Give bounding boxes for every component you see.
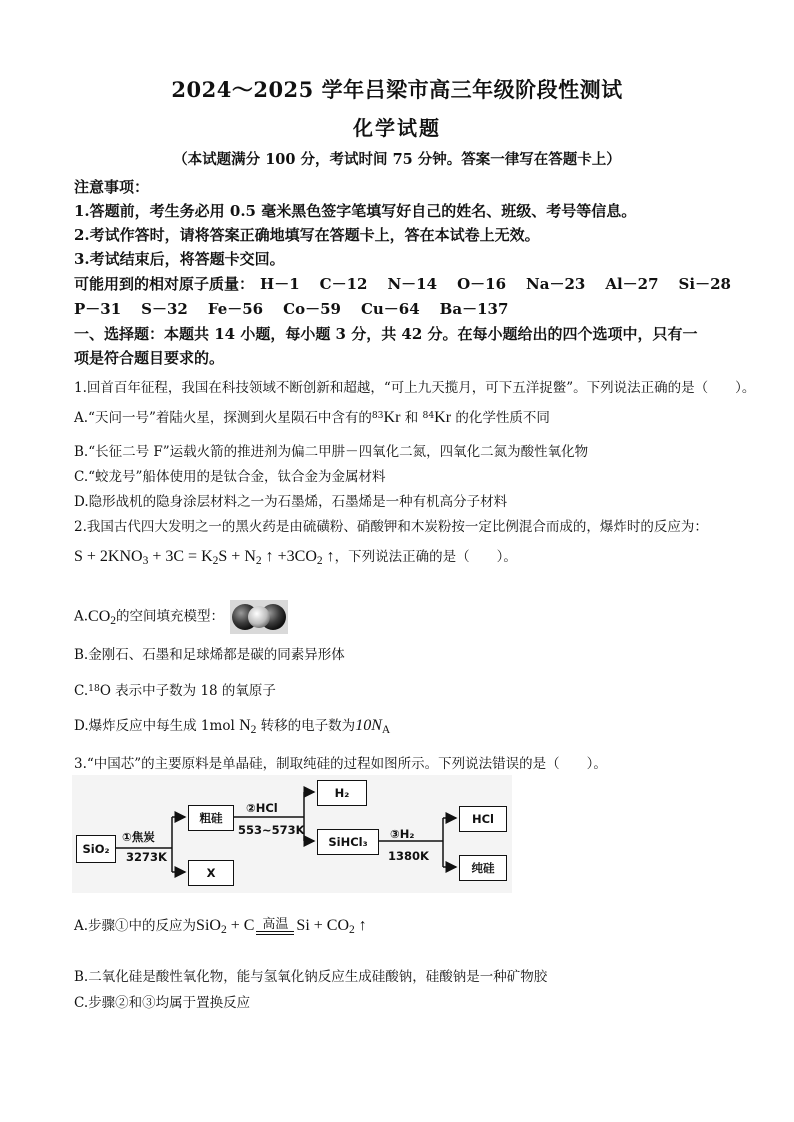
q3-stem: 3.“中国芯”的主要原料是单晶硅，制取纯硅的过程如图所示。下列说法错误的是（ ）。: [74, 756, 607, 772]
notice-item-2: 2.考试作答时，请将答案正确地填写在答题卡上，答在本试卷上无效。: [74, 226, 540, 244]
section1-line2: 项是符合题目要求的。: [74, 349, 225, 367]
mass-na: Na－23: [526, 275, 586, 293]
atomic-masses-label: 可能用到的相对原子质量：: [74, 275, 255, 293]
q3-a-equation: SiO$_2$ + C 高温 $Si + CO_2$ ↑: [196, 916, 367, 936]
electron-count: 10N: [355, 717, 382, 734]
step3-label: ③H₂: [390, 827, 415, 841]
kr83-mass: 83: [371, 409, 384, 421]
q1-a-text: A.“天问一号”着陆火星，探测到火星陨石中含有的: [74, 410, 372, 426]
hcl-box: HCl: [459, 806, 507, 832]
mass-fe: Fe－56: [207, 300, 264, 318]
mass-ba: Ba－137: [439, 300, 509, 318]
subject-title: 化学试题: [353, 116, 441, 140]
q1-option-a: [74, 406, 550, 427]
sio2-box: SiO₂: [76, 835, 116, 863]
q2-option-a: [74, 600, 288, 634]
step1-label: ①焦炭: [122, 830, 155, 844]
q2-stem: 2.我国古代四大发明之一的黑火药是由硫磺粉、硝酸钾和木炭粉按一定比例混合而成的，爆炸时的反应为：: [74, 519, 708, 535]
q3-option-b: B.二氧化硅是酸性氧化物，能与氢氧化钠反应生成硅酸钠，硅酸钠是一种矿物胶: [74, 969, 548, 985]
mass-s: S－32: [141, 300, 188, 318]
q2-option-b: B.金刚石、石墨和足球烯都是碳的同素异形体: [74, 647, 345, 663]
q3-option-a: [74, 914, 367, 936]
q3-a-text: A.步骤①中的反应为: [74, 918, 197, 934]
q1-a-and: 和: [400, 410, 423, 426]
q2-a-label: A.: [74, 608, 89, 625]
q2-equation: $S + 2KNO_3 + 3C = K_2S + N_2$ ↑ $+3CO_2$ ↑: [74, 548, 335, 567]
o18-mass: 18: [88, 682, 100, 694]
mass-h: H－1: [260, 275, 300, 293]
q2-c-label: C.: [74, 683, 89, 699]
exam-title: 2024～2025 学年吕梁市高三年级阶段性测试: [171, 77, 623, 102]
step2-label: ②HCl: [246, 801, 278, 815]
exam-info: （本试题满分 100 分，考试时间 75 分钟。答案一律写在答题卡上）: [173, 151, 621, 168]
q2-d-tail: 转移的电子数为: [256, 718, 356, 734]
q1-option-c: C.“蛟龙号”船体使用的是钛合金，钛合金为金属材料: [74, 469, 386, 485]
h2-box: H₂: [317, 780, 367, 806]
kr84-symbol: Kr: [434, 409, 452, 426]
high-temp-label: 高温: [262, 916, 289, 932]
q2-option-d: [74, 714, 390, 736]
mass-o: O－16: [457, 275, 507, 293]
section1-line1: 一、选择题：本题共 14 小题，每小题 3 分，共 42 分。在每小题给出的四个选项中，只有一: [74, 325, 698, 343]
pure-silicon-box: 纯硅: [459, 855, 507, 881]
n2-formula: $N_2$: [239, 717, 257, 736]
silicon-process-flowchart: [72, 775, 512, 893]
q1-stem: 1.回首百年征程，我国在科技领域不断创新和超越，“可上九天揽月，可下五洋捉鳖”。下列说法正确的是（ ）。: [74, 380, 756, 396]
q2-d-text: D.爆炸反应中每生成 1mol: [74, 718, 240, 734]
q2-a-text: 的空间填充模型：: [116, 608, 225, 625]
q1-a-tail: 的化学性质不同: [451, 410, 550, 426]
mass-al: Al－27: [605, 275, 659, 293]
x-box: X: [188, 860, 234, 886]
high-temp-condition: [254, 917, 296, 935]
sihcl3-box: SiHCl₃: [317, 829, 379, 855]
mass-c: C－12: [319, 275, 368, 293]
notice-item-3: 3.考试结束后，将答题卡交回。: [74, 250, 285, 268]
atomic-masses-row2: [74, 298, 528, 319]
mass-si: Si－28: [678, 275, 731, 293]
mass-co: Co－59: [283, 300, 341, 318]
notice-item-1: 1.答题前，考生务必用 0.5 毫米黑色签字笔填写好自己的姓名、班级、考号等信息。: [74, 202, 637, 220]
co2-space-filling-model-image: [230, 600, 288, 634]
mass-p: P－31: [74, 300, 122, 318]
notice-heading: 注意事项：: [74, 178, 150, 196]
q2-option-c: [74, 679, 276, 699]
avogadro-value: $10N_A$: [355, 717, 391, 736]
q1-option-b: B.“长征二号 F”运载火箭的推进剂为偏二甲肼－四氧化二氮，四氧化二氮为酸性氧化物: [74, 444, 589, 460]
step3-temp: 1380K: [388, 849, 429, 863]
q1-option-d: D.隐形战机的隐身涂层材料之一为石墨烯，石墨烯是一种有机高分子材料: [74, 494, 508, 510]
kr83-symbol: Kr: [383, 409, 401, 426]
step2-temp: 553~573K: [238, 823, 305, 837]
step1-temp: 3273K: [126, 850, 167, 864]
q2-equation-tail: ，下列说法正确的是（ ）。: [334, 549, 517, 565]
co2-formula: $CO_2$: [88, 607, 117, 627]
kr84-mass: 84: [422, 409, 435, 421]
atomic-masses-row1: [74, 273, 751, 294]
crude-silicon-box: 粗硅: [188, 805, 234, 831]
q3-option-c: C.步骤②和③均属于置换反应: [74, 995, 251, 1011]
mass-n: N－14: [387, 275, 438, 293]
q2-c-text: O 表示中子数为 18 的氧原子: [99, 683, 276, 699]
mass-cu: Cu－64: [360, 300, 420, 318]
q2-equation-line: [74, 545, 517, 567]
